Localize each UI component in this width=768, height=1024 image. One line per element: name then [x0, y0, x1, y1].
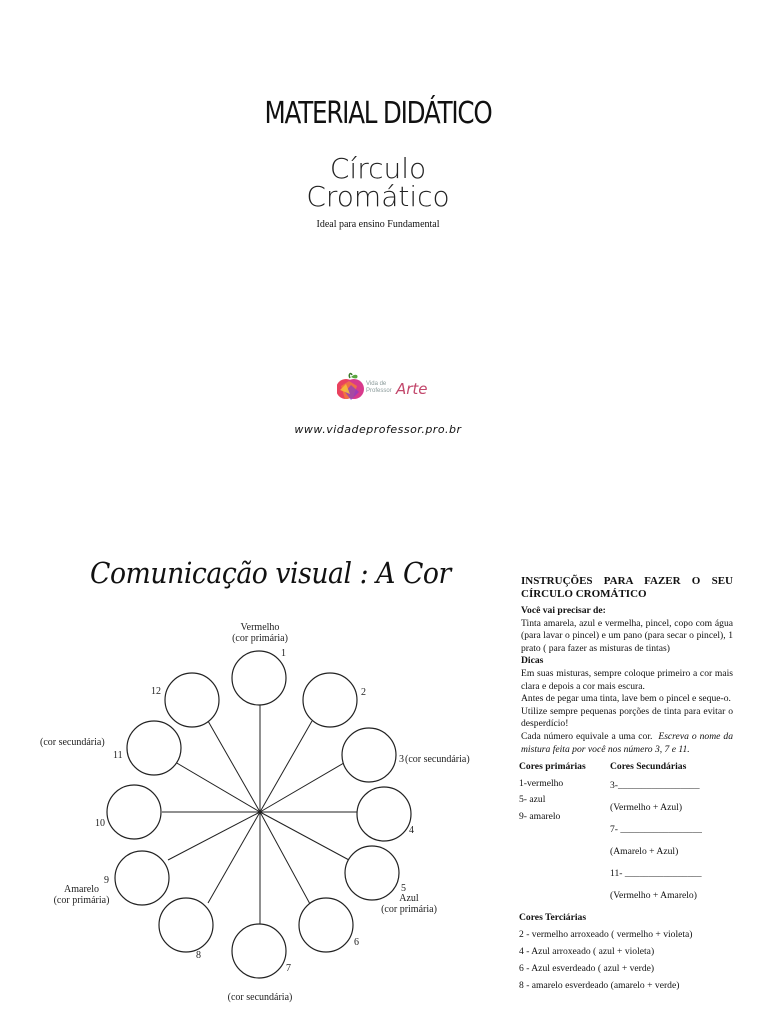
tertiary-colors [519, 909, 733, 994]
wheel-circle-8 [159, 898, 213, 952]
wheel-circle-4 [357, 787, 411, 841]
wheel-number: 12 [151, 686, 161, 697]
tip-4-italic: Escreva o nome da mistura feita por você nos número 3, 7 e 11. [521, 730, 733, 755]
need-text: Tinta amarela, azul e vermelha, pincel, copo com água (para lavar o pincel) e um pano (para secar o pincel), 1 prato ( para fazer as misturas de tintas) [521, 617, 733, 654]
wheel-number: 6 [354, 937, 359, 948]
wheel-number: 10 [95, 818, 105, 829]
website-url: www.vidadeprofessor.pro.br [294, 423, 462, 436]
instructions-heading-2: CÍRCULO CROMÁTICO [521, 588, 647, 600]
list-item: 8 - amarelo esverdeado (amarelo + verde) [519, 980, 680, 992]
spoke-2 [260, 721, 312, 812]
wheel-circle-7 [232, 924, 286, 978]
logo-brand-word: Arte [396, 380, 428, 398]
label-type: (cor primária) [53, 895, 110, 906]
tips-title: Dicas [521, 655, 544, 667]
need-title: Você vai precisar de: [521, 605, 606, 616]
wheel-circle-11 [127, 721, 181, 775]
list-item: 9- amarelo [519, 810, 561, 822]
label-name: Azul [399, 893, 419, 904]
wheel-number: 7 [286, 963, 291, 974]
subtitle-line-2: Cromático [306, 180, 450, 213]
logo-text-line-2: Professor [366, 388, 392, 394]
color-lists [521, 759, 733, 909]
list-item: (Amarelo + Azul) [610, 846, 679, 858]
wheel-circle-5 [345, 846, 399, 900]
instructions-heading: INSTRUÇÕES PARA FAZER O SEU [521, 575, 733, 587]
label-name: Vermelho [240, 622, 280, 633]
label-amarelo [44, 884, 119, 906]
spoke-11 [175, 762, 260, 812]
wheel-number: 1 [281, 648, 286, 659]
wheel-number: 2 [361, 687, 366, 698]
instructions-panel [521, 575, 733, 994]
secondary-colors [610, 759, 740, 907]
tip-2: Antes de pegar uma tinta, lave bem o pincel e seque-o. [521, 693, 731, 705]
wheel-circle-2 [303, 673, 357, 727]
wheel-circle-1 [232, 651, 286, 705]
tagline: Ideal para ensino Fundamental [316, 219, 440, 230]
page-title: MATERIAL DIDÁTICO [264, 96, 492, 131]
wheel-number: 3 [399, 754, 404, 765]
label-secondary-7: (cor secundária) [227, 992, 293, 1003]
list-item: 1-vermelho [519, 777, 564, 789]
list-item: 7- _________________ [610, 824, 702, 836]
wheel-circle-3 [342, 728, 396, 782]
wheel-number: 9 [104, 875, 109, 886]
primary-title: Cores primárias [519, 761, 586, 773]
worksheet-title: Comunicação visual : A Cor [90, 556, 451, 590]
spoke-12 [208, 721, 260, 812]
list-item: 6 - Azul esverdeado ( azul + verde) [519, 963, 655, 975]
label-vermelho [210, 622, 310, 644]
wheel-number: 5 [401, 883, 406, 894]
secondary-title: Cores Secundárias [610, 761, 687, 773]
tertiary-title: Cores Terciárias [519, 912, 587, 924]
spoke-3 [260, 760, 349, 812]
tip-4-text: Cada número equivale a uma cor. [521, 730, 653, 742]
list-item: 4 - Azul arroxeado ( azul + violeta) [519, 946, 655, 958]
logo-text-line-1: Vida de [366, 381, 387, 387]
wheel-number: 4 [409, 825, 414, 836]
primary-colors [519, 759, 609, 825]
wheel-number: 8 [196, 950, 201, 961]
list-item: 2 - vermelho arroxeado ( vermelho + violeta) [519, 929, 693, 941]
list-item: 11- ________________ [610, 868, 702, 880]
tip-3: Utilize sempre pequenas porções de tinta para evitar o desperdício! [521, 705, 733, 730]
tip-1: Em suas misturas, sempre coloque primeiro a cor mais clara e depois a cor mais escura. [521, 667, 733, 692]
wheel-number: 11 [113, 750, 123, 761]
wheel-circle-10 [107, 785, 161, 839]
tip-4 [521, 731, 733, 756]
label-name: Amarelo [64, 884, 99, 895]
label-secondary-11: (cor secundária) [40, 737, 105, 748]
wheel-circle-12 [165, 673, 219, 727]
list-item: (Vermelho + Amarelo) [610, 890, 697, 902]
list-item: (Vermelho + Azul) [610, 802, 683, 814]
wheel-circle-9 [115, 851, 169, 905]
label-azul [374, 893, 444, 915]
list-item: 3-_________________ [610, 780, 700, 792]
list-item: 5- azul [519, 794, 546, 806]
label-secondary-3: (cor secundária) [405, 754, 470, 765]
label-type: (cor primária) [381, 904, 437, 915]
wheel-circle-6 [299, 898, 353, 952]
label-type: (cor primária) [232, 633, 288, 644]
subtitle-line-1: Círculo [329, 152, 427, 185]
